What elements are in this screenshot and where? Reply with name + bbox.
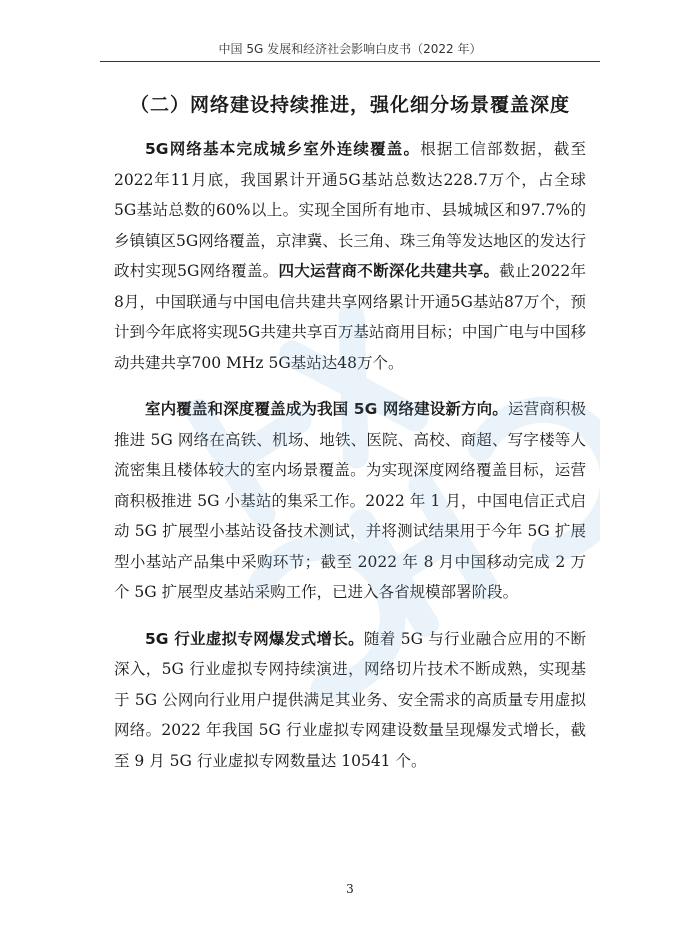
page-number: 3 — [346, 882, 354, 896]
paragraph-coverage — [114, 134, 586, 378]
header-rule — [100, 61, 600, 62]
lead-sentence: 5G 行业虚拟专网爆发式增长。 — [145, 629, 364, 648]
paragraph-text: 截止2022年8月，中国联通与中国电信共建共享网络累计开通5G基站87万个，预计到今年底将实现5G共建共享百万基站商用目标；中国广电与中国移动共建共享700 MHz 5G基站达48万个。 — [114, 262, 586, 372]
paragraph-text: 根据工信部数据，截至2022年11月底，我国累计开通5G基站总数达228.7万个，占全球5G基站总数的60%以上。实现全国所有地市、县城城区和97.7%的乡镇镇区5G网络覆盖，京津冀、长三角、珠三角等发达地区的发达行政村实现5G网络覆盖。 — [114, 140, 586, 280]
body-text — [114, 134, 586, 792]
lead-sentence: 四大运营商不断深化共建共享。 — [278, 262, 500, 280]
paragraph-indoor — [114, 394, 586, 608]
paragraph-text: 运营商积极推进 5G 网络在高铁、机场、地铁、医院、高校、商超、写字楼等人流密集且楼体较大的室内场景覆盖。为实现深度网络覆盖目标，运营商积极推进 5G 小基站的集采工作。2022 年 1 月，中国电信正式启动 5G 扩展型小基站设备技术测试，并将测试结果用于今年 5G 扩展型小基站产品集中采购环节；截至 2022 年 8 月中国移动完成 2 万个 5G 扩展型皮基站采购工作，已进入各省规模部署阶段。 — [114, 400, 586, 601]
paragraph-private-network — [114, 624, 586, 777]
paragraph-text: 随着 5G 与行业融合应用的不断深入，5G 行业虚拟专网持续演进，网络切片技术不断成熟，实现基于 5G 公网向行业用户提供满足其业务、安全需求的高质量专用虚拟网络。2022 年我国 5G 行业虚拟专网建设数量呈现爆发式增长，截至 9 月 5G 行业虚拟专网数量达 10541 个。 — [114, 629, 586, 770]
lead-sentence: 5G网络基本完成城乡室外连续覆盖。 — [145, 140, 421, 158]
lead-sentence: 室内覆盖和深度覆盖成为我国 5G 网络建设新方向。 — [145, 400, 508, 418]
section-heading: （二）网络建设持续推进，强化细分场景覆盖深度 — [129, 94, 570, 116]
running-header: 中国 5G 发展和经济社会影响白皮书（2022 年） — [218, 42, 482, 56]
